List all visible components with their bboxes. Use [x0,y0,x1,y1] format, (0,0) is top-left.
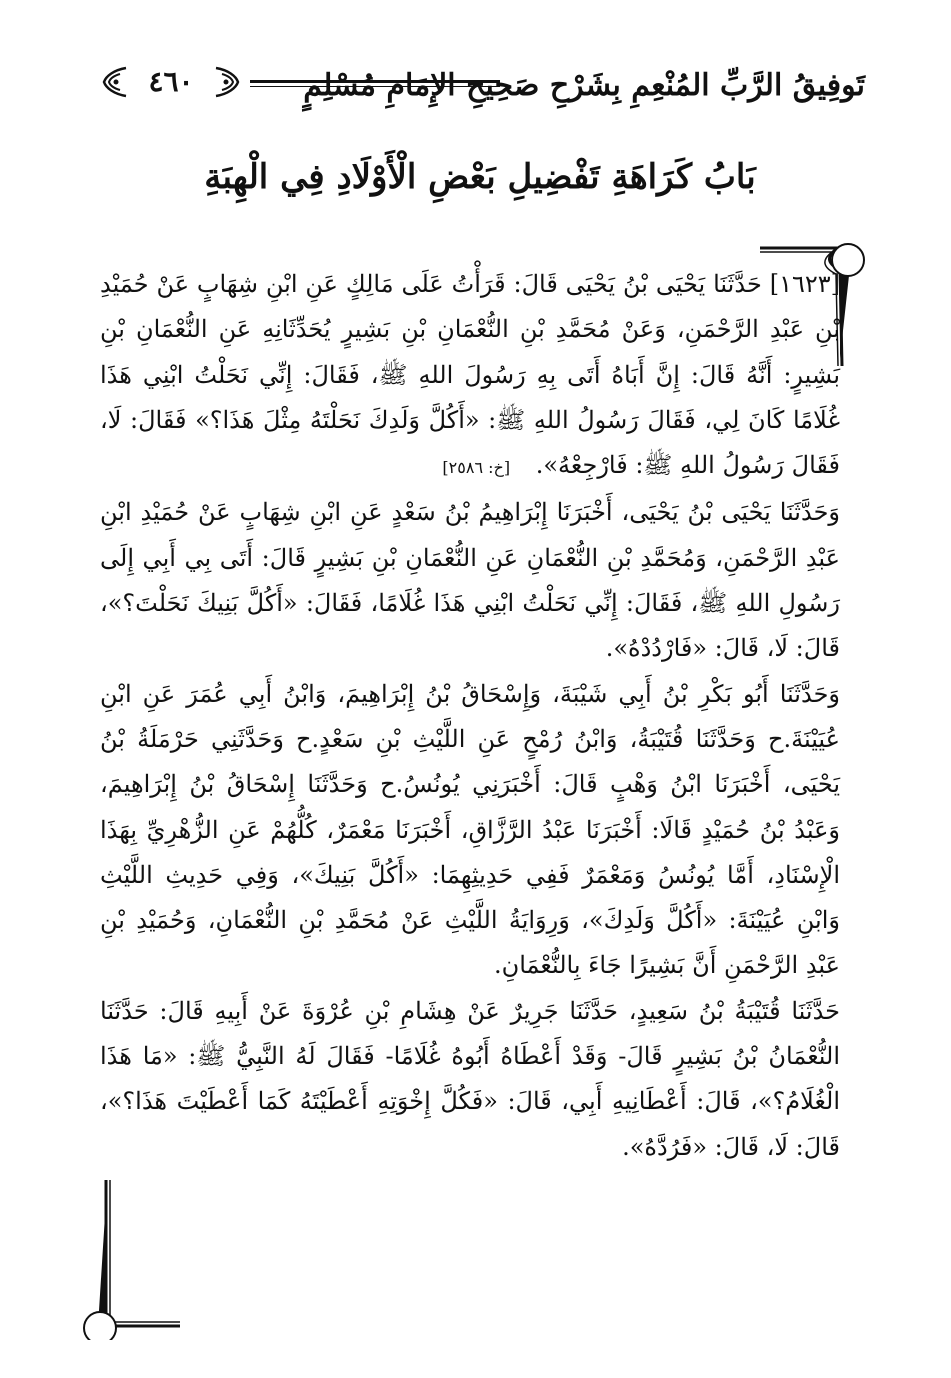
paragraph-text: وَحَدَّثَنَا أَبُو بَكْرِ بْنُ أَبِي شَيْبَةَ، وَإِسْحَاقُ بْنُ إِبْرَاهِيمَ، وَابْنُ أَبِي عُمَرَ عَنِ ابْنِ عُيَيْنَةَ.ح وَحَدَّثَنَا قُتَيْبَةُ، وَابْنُ رُمْحٍ عَنِ اللَّيْثِ بْنِ سَعْدٍ.ح وَحَدَّثَنِي حَرْمَلَةُ بْنُ يَحْيَى، أَخْبَرَنَا ابْنُ وَهْبٍ قَالَ: أَخْبَرَنِي يُونُسُ.ح وَحَدَّثَنَا إِسْحَاقُ بْنُ إِبْرَاهِيمَ، وَعَبْدُ بْنُ حُمَيْدٍ قَالَا: أَخْبَرَنَا عَبْدُ الرَّزَّاقِ، أَخْبَرَنَا مَعْمَرٌ، كُلُّهُمْ عَنِ الزُّهْرِيِّ بِهَذَا الْإِسْنَادِ، أَمَّا يُونُسُ وَمَعْمَرٌ فَفِي حَدِيثِهِمَا: «أَكُلَّ بَنِيكَ»، وَفِي حَدِيثِ اللَّيْثِ وَابْنِ عُيَيْنَةَ: «أَكُلَّ وَلَدِكَ»، وَرِوَايَةُ اللَّيْثِ عَنْ مُحَمَّدِ بْنِ النُّعْمَانِ، وَحُمَيْدِ بْنِ عَبْدِ الرَّحْمَنِ أَنَّ بَشِيرًا جَاءَ بِالنُّعْمَانِ. [100,679,840,980]
bottom-corner-frame-icon [80,1180,180,1340]
source-reference: [خ: ٢٥٨٦] [442,458,511,478]
hadith-paragraph-1 [100,262,840,490]
paragraph-text: وَحَدَّثَنَا يَحْيَى بْنُ يَحْيَى، أَخْبَرَنَا إِبْرَاهِيمُ بْنُ سَعْدٍ عَنِ ابْنِ شِهَابٍ عَنْ حُمَيْدِ ابْنِ عَبْدِ الرَّحْمَنِ، وَمُحَمَّدِ بْنِ النُّعْمَانِ عَنِ النُّعْمَانِ بْنِ بَشِيرٍ قَالَ: أَتَى بِي أَبِي إِلَى رَسُولِ اللهِ ﷺ، فَقَالَ: إِنِّي نَحَلْتُ ابْنِي هَذَا غُلَامًا، فَقَالَ: «أَكُلَّ بَنِيكَ نَحَلْتَ؟»، قَالَ: لَا، قَالَ: «فَارْدُدْهُ». [100,498,840,663]
page-header [100,60,865,122]
hadith-paragraph-4 [100,989,840,1170]
hadith-paragraph-3 [100,672,840,989]
paragraph-text: حَدَّثَنَا قُتَيْبَةُ بْنُ سَعِيدٍ، حَدَّثَنَا جَرِيرٌ عَنْ هِشَامِ بْنِ عُرْوَةَ عَنْ أَبِيهِ قَالَ: حَدَّثَنَا النُّعْمَانُ بْنُ بَشِيرٍ قَالَ- وَقَدْ أَعْطَاهُ أَبُوهُ غُلَامًا- فَقَالَ لَهُ النَّبِيُّ ﷺ: «مَا هَذَا الْغُلَامُ؟»، قَالَ: أَعْطَانِيهِ أَبِي، قَالَ: «فَكُلَّ إِخْوَتِهِ أَعْطَيْتَهُ كَمَا أَعْطَيْتَ هَذَا؟»، قَالَ: لَا، قَالَ: «فَرُدَّهُ». [100,996,840,1161]
page-number-frame [100,60,242,104]
right-ornament-icon [214,66,242,98]
page-number: ٤٦٠ [148,65,194,98]
paragraph-text: حَدَّثَنَا يَحْيَى بْنُ يَحْيَى قَالَ: قَرَأْتُ عَلَى مَالِكٍ عَنِ ابْنِ شِهَابٍ عَنْ حُمَيْدِ بْنِ عَبْدِ الرَّحْمَنِ، وَعَنْ مُحَمَّدِ بْنِ النُّعْمَانِ بْنِ بَشِيرٍ يُحَدِّثَانِهِ عَنِ النُّعْمَانِ بْنِ بَشِيرٍ: أَنَّهُ قَالَ: إِنَّ أَبَاهُ أَتَى بِهِ رَسُولَ اللهِ ﷺ، فَقَالَ: إِنِّي نَحَلْتُ ابْنِي هَذَا غُلَامًا كَانَ لِي، فَقَالَ رَسُولُ اللهِ ﷺ: «أَكُلَّ وَلَدِكَ نَحَلْتَهُ مِثْلَ هَذَا؟» فَقَالَ: لَا، فَقَالَ رَسُولُ اللهِ ﷺ: فَارْجِعْهُ». [100,270,840,480]
hadith-paragraph-2 [100,490,840,671]
book-title: تَوفِيقُ الرَّبِّ المُنْعِمِ بِشَرْحِ صَحِيحِ الإِمَامِ مُسْلِمٍ [303,68,865,103]
chapter-heading: بَابُ كَرَاهَةِ تَفْضِيلِ بَعْضِ الْأَوْلَادِ فِي الْهِبَةِ [204,157,756,197]
hadith-number: [١٦٢٣] [769,270,840,298]
left-ornament-icon [100,66,128,98]
hadith-body [100,262,840,1170]
